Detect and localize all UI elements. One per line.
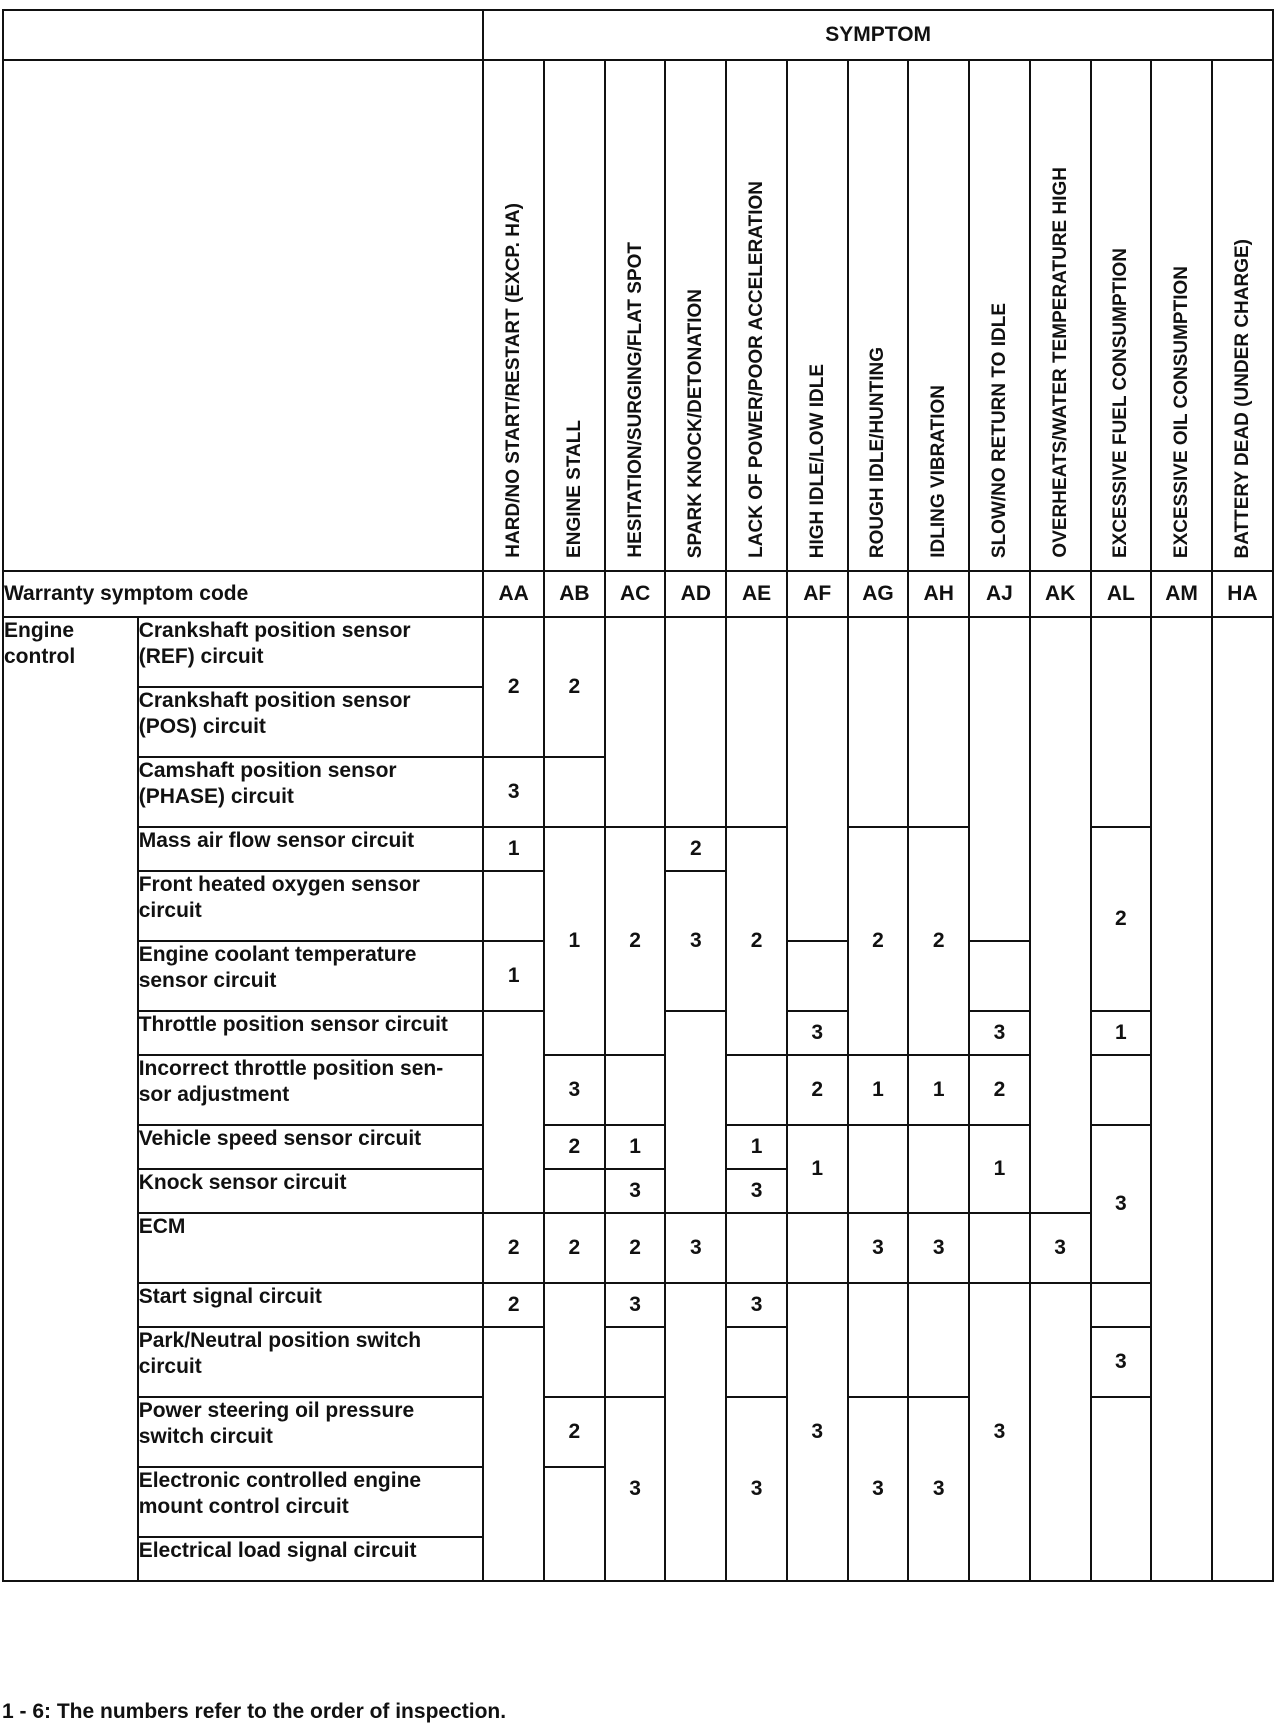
symptom-col-aj: [969, 60, 1030, 571]
cell-ac-6: 2: [605, 1213, 666, 1283]
cell-ak-3: [1030, 1283, 1091, 1581]
symptom-label-ab: ENGINE STALL: [563, 420, 585, 558]
component-electrical-load: Electrical load signal circuit: [138, 1537, 484, 1581]
code-ab: AB: [544, 571, 605, 617]
component-mass-air-flow: Mass air flow sensor circuit: [138, 827, 484, 871]
cell-al-6: [1091, 1283, 1152, 1327]
symptom-col-ak: [1030, 60, 1091, 571]
component-power-steering-switch: Power steering oil pressure switch circuit: [138, 1397, 484, 1467]
cell-am-1: [1151, 617, 1212, 1581]
cell-aa-2: 3: [483, 757, 544, 827]
cell-ab-8: [544, 1283, 605, 1397]
cell-ah-6: [908, 1283, 969, 1397]
code-ag: AG: [848, 571, 909, 617]
code-ah: AH: [908, 571, 969, 617]
symptom-label-af: HIGH IDLE/LOW IDLE: [806, 363, 828, 558]
cell-ac-5: 3: [605, 1169, 666, 1213]
component-engine-mount-control: Electronic controlled engine mount control circuit: [138, 1467, 484, 1537]
cell-ae-3: [726, 1055, 787, 1125]
cell-ad-5: 3: [665, 1213, 726, 1283]
symptom-label-ha: BATTERY DEAD (UNDER CHARGE): [1231, 238, 1253, 558]
component-knock-sensor: Knock sensor circuit: [138, 1169, 484, 1213]
cell-aa-4: [483, 871, 544, 941]
symptom-matrix-table: [2, 9, 1274, 1582]
cell-ac-8: [605, 1327, 666, 1397]
cell-ab-6: [544, 1169, 605, 1213]
component-engine-coolant-temp: Engine coolant temperature sensor circuit: [138, 941, 484, 1011]
cell-ac-1: [605, 617, 666, 827]
cell-ag-1: [848, 617, 909, 827]
code-ak: AK: [1030, 571, 1091, 617]
symptom-col-ab: [544, 60, 605, 571]
cell-af-6: [787, 1213, 848, 1283]
cell-ag-3: 1: [848, 1055, 909, 1125]
cell-af-5: 1: [787, 1125, 848, 1213]
cell-ha-1: [1212, 617, 1273, 1581]
cell-aa-7: 2: [483, 1213, 544, 1283]
cell-ab-7: 2: [544, 1213, 605, 1283]
symptom-label-ak: OVERHEATS/WATER TEMPERATURE HIGH: [1049, 167, 1071, 558]
cell-af-2: [787, 941, 848, 1011]
code-al: AL: [1091, 571, 1152, 617]
component-crankshaft-pos: Crankshaft position sensor (POS) circuit: [138, 687, 484, 757]
cell-al-4: [1091, 1055, 1152, 1125]
cell-ae-4: 1: [726, 1125, 787, 1169]
symptom-label-aj: SLOW/NO RETURN TO IDLE: [988, 302, 1010, 558]
symptom-label-ah: IDLING VIBRATION: [928, 385, 950, 558]
cell-ae-5: 3: [726, 1169, 787, 1213]
cell-af-3: 3: [787, 1011, 848, 1055]
cell-ad-3: 3: [665, 871, 726, 1011]
symptom-col-ha: [1212, 60, 1273, 571]
cell-ad-4: [665, 1011, 726, 1213]
footnote: 1 - 6: The numbers refer to the order of inspection.: [2, 1700, 507, 1723]
cell-al-3: 1: [1091, 1011, 1152, 1055]
cell-ad-2: 2: [665, 827, 726, 871]
cell-ag-5: 3: [848, 1213, 909, 1283]
component-start-signal: Start signal circuit: [138, 1283, 484, 1327]
cell-ag-4: [848, 1125, 909, 1213]
symptom-header: SYMPTOM: [483, 10, 1273, 60]
cell-ah-1: [908, 617, 969, 827]
cell-aa-3: 1: [483, 827, 544, 871]
cell-af-7: 3: [787, 1283, 848, 1581]
symptom-col-ag: [848, 60, 909, 571]
cell-aa-1: 2: [483, 617, 544, 757]
cell-aa-5: 1: [483, 941, 544, 1011]
warranty-symptom-code-label: Warranty symptom code: [3, 571, 483, 617]
cell-ah-7: 3: [908, 1397, 969, 1581]
cell-al-1: [1091, 617, 1152, 827]
cell-aj-5: 1: [969, 1125, 1030, 1213]
component-throttle-position: Throttle position sensor circuit: [138, 1011, 484, 1055]
symptom-col-aa: [483, 60, 544, 571]
cell-al-5: 3: [1091, 1125, 1152, 1283]
cell-ab-10: [544, 1467, 605, 1581]
cell-aj-7: 3: [969, 1283, 1030, 1581]
symptom-label-ae: LACK OF POWER/POOR ACCELERATION: [746, 181, 768, 558]
cell-ag-2: 2: [848, 827, 909, 1055]
cell-aj-1: [969, 617, 1030, 941]
symptom-col-af: [787, 60, 848, 571]
cell-aj-6: [969, 1213, 1030, 1283]
cell-ab-1: 2: [544, 617, 605, 757]
cell-ae-1: [726, 617, 787, 827]
cell-al-8: [1091, 1397, 1152, 1581]
blank-corner-cell: [3, 10, 483, 60]
cell-ab-3: 1: [544, 827, 605, 1055]
symptom-col-al: [1091, 60, 1152, 571]
cell-ae-2: 2: [726, 827, 787, 1055]
cell-aj-4: 2: [969, 1055, 1030, 1125]
cell-ah-2: 2: [908, 827, 969, 1055]
component-throttle-adjustment: Incorrect throttle position sen- sor adjustment: [138, 1055, 484, 1125]
cell-al-2: 2: [1091, 827, 1152, 1011]
cell-ag-6: [848, 1283, 909, 1397]
symptom-col-ae: [726, 60, 787, 571]
cell-ae-8: [726, 1327, 787, 1397]
symptom-label-ad: SPARK KNOCK/DETONATION: [685, 288, 707, 558]
cell-al-7: 3: [1091, 1327, 1152, 1397]
code-ha: HA: [1212, 571, 1273, 617]
code-aa: AA: [483, 571, 544, 617]
cell-ab-4: 3: [544, 1055, 605, 1125]
code-ac: AC: [605, 571, 666, 617]
symptom-label-am: EXCESSIVE OIL CONSUMPTION: [1171, 265, 1193, 558]
symptom-col-am: [1151, 60, 1212, 571]
cell-ah-3: 1: [908, 1055, 969, 1125]
component-front-heated-oxygen: Front heated oxygen sensor circuit: [138, 871, 484, 941]
cell-ak-1: [1030, 617, 1091, 1213]
symptom-label-ac: HESITATION/SURGING/FLAT SPOT: [624, 242, 646, 558]
cell-ad-6: [665, 1283, 726, 1581]
code-am: AM: [1151, 571, 1212, 617]
cell-ac-4: 1: [605, 1125, 666, 1169]
blank-header-cell: [3, 60, 483, 571]
cell-aa-6: [483, 1011, 544, 1213]
cell-ae-6: [726, 1213, 787, 1283]
symptom-col-ac: [605, 60, 666, 571]
cell-ac-7: 3: [605, 1283, 666, 1327]
cell-aa-9: [483, 1327, 544, 1581]
component-crankshaft-ref: Crankshaft position sensor (REF) circuit: [138, 617, 484, 687]
cell-aj-3: 3: [969, 1011, 1030, 1055]
code-ae: AE: [726, 571, 787, 617]
cell-ab-2: [544, 757, 605, 827]
cell-ah-5: 3: [908, 1213, 969, 1283]
cell-ae-7: 3: [726, 1283, 787, 1327]
cell-ab-9: 2: [544, 1397, 605, 1467]
cell-ab-5: 2: [544, 1125, 605, 1169]
engine-control-group-label: Engine control: [3, 617, 138, 1581]
component-camshaft-phase: Camshaft position sensor (PHASE) circuit: [138, 757, 484, 827]
cell-ac-2: 2: [605, 827, 666, 1055]
code-af: AF: [787, 571, 848, 617]
symptom-label-ag: ROUGH IDLE/HUNTING: [867, 346, 889, 558]
symptom-col-ah: [908, 60, 969, 571]
cell-ac-3: [605, 1055, 666, 1125]
component-park-neutral-switch: Park/Neutral position switch circuit: [138, 1327, 484, 1397]
code-aj: AJ: [969, 571, 1030, 617]
cell-ac-9: 3: [605, 1397, 666, 1581]
cell-af-4: 2: [787, 1055, 848, 1125]
component-vehicle-speed: Vehicle speed sensor circuit: [138, 1125, 484, 1169]
symptom-label-al: EXCESSIVE FUEL CONSUMPTION: [1110, 247, 1132, 558]
cell-ag-7: 3: [848, 1397, 909, 1581]
cell-aj-2: [969, 941, 1030, 1011]
cell-ak-2: 3: [1030, 1213, 1091, 1283]
cell-af-1: [787, 617, 848, 941]
symptom-col-ad: [665, 60, 726, 571]
component-ecm: ECM: [138, 1213, 484, 1283]
code-ad: AD: [665, 571, 726, 617]
cell-ah-4: [908, 1125, 969, 1213]
cell-ae-9: 3: [726, 1397, 787, 1581]
cell-ad-1: [665, 617, 726, 827]
symptom-label-aa: HARD/NO START/RESTART (EXCP. HA): [503, 203, 525, 558]
cell-aa-8: 2: [483, 1283, 544, 1327]
